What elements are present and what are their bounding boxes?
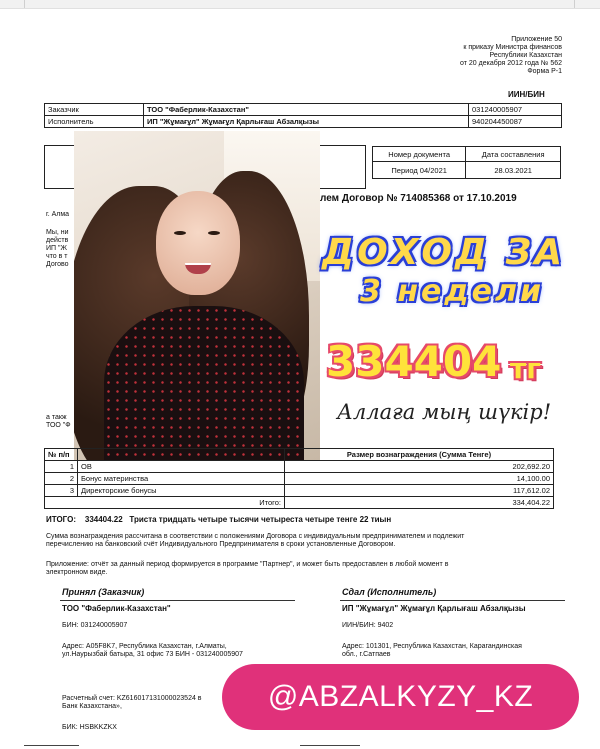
col-header-amount: Размер вознаграждения (Сумма Тенге) <box>285 449 554 461</box>
row-name: Директорские бонусы <box>78 485 285 497</box>
contract-line: лем Договор № 714085368 от 17.10.2019 <box>320 193 517 204</box>
paragraph-line: перечислению на банковский счёт Индивидуального Предпринимателя в сроки установленные Договором. <box>46 541 396 548</box>
row-num: 1 <box>45 461 78 473</box>
total-words-label: ИТОГО: <box>46 515 76 524</box>
table-row <box>45 449 554 461</box>
dress-shape <box>104 306 304 461</box>
executor-label: Исполнитель <box>45 116 144 128</box>
row-name: ОВ <box>78 461 285 473</box>
customer-name: ТОО "Фаберлик-Казахстан" <box>144 104 469 116</box>
body-line: действ <box>46 237 69 244</box>
body-paragraph-2 <box>46 414 71 430</box>
reward-paragraph <box>46 533 561 549</box>
address-line: обл., г.Сатпаев <box>342 651 391 658</box>
customer-bin: 031240005907 <box>469 104 562 116</box>
row-num: 3 <box>45 485 78 497</box>
bottom-rule-left <box>24 745 79 746</box>
body-line: а такж <box>46 414 67 421</box>
col-header-name <box>78 449 285 461</box>
body-line: Догово <box>46 261 69 268</box>
handed-title: Сдал (Исполнитель) <box>342 587 437 597</box>
table-row <box>45 461 554 473</box>
executor-name: ИП "Жұмағұл" Жұмағұл Қарлығаш Абзалқызы <box>144 116 469 128</box>
total-amount: 334,404.22 <box>285 497 554 509</box>
accepted-rule <box>60 600 295 601</box>
city-fragment: г. Алма <box>46 211 70 218</box>
doc-period: Период 04/2021 <box>373 162 466 179</box>
row-amount: 117,612.02 <box>285 485 554 497</box>
address-line: Адрес: A05F8K7, Республика Казахстан, г.Алматы, <box>62 643 227 650</box>
portrait-photo <box>74 131 320 461</box>
appendix-line: Республики Казахстан <box>489 52 562 59</box>
income-currency: тг <box>510 352 541 385</box>
doc-date: 28.03.2021 <box>466 162 561 179</box>
table-row <box>373 147 561 162</box>
table-row <box>45 497 554 509</box>
iin-bin-label: ИИН/БИН <box>508 90 545 99</box>
doc-number-label: Номер документа <box>373 147 466 162</box>
accepted-org: ТОО "Фаберлик-Казахстан" <box>62 604 171 613</box>
col-header-num: № п/п <box>45 449 78 461</box>
doc-info-table <box>372 146 561 179</box>
total-line <box>46 515 391 525</box>
appendix-line: к приказу Министра финансов <box>463 44 562 51</box>
row-amount: 14,100.00 <box>285 473 554 485</box>
row-num: 2 <box>45 473 78 485</box>
bank-line: Банк Казахстана», <box>62 703 122 710</box>
executor-iin: 940204450087 <box>469 116 562 128</box>
paragraph-line: Приложение: отчёт за данный период формируется в программе "Партнер", и может быть предоставлен в любой момент в <box>46 561 449 568</box>
income-title: ДОХОД ЗА <box>322 232 566 273</box>
bank-account <box>62 695 202 711</box>
social-handle-sticker: @ABZALKYZY_KZ <box>222 664 579 730</box>
handed-rule <box>340 600 565 601</box>
row-amount: 202,692.20 <box>285 461 554 473</box>
table-row <box>45 104 562 116</box>
note-paragraph <box>46 561 561 577</box>
face-shape <box>156 191 240 295</box>
bottom-rule-right <box>300 745 360 746</box>
accepted-title: Принял (Заказчик) <box>62 587 145 597</box>
handed-address <box>342 643 522 659</box>
customer-label: Заказчик <box>45 104 144 116</box>
body-line: ИП "Ж <box>46 245 67 252</box>
body-line: что в т <box>46 253 68 260</box>
eye-shape <box>174 231 186 235</box>
smile-shape <box>185 263 211 274</box>
body-line: Мы, ни <box>46 229 69 236</box>
table-row <box>45 473 554 485</box>
accepted-bin: БИН: 031240005907 <box>62 622 128 629</box>
appendix-line: Форма Р-1 <box>527 68 562 75</box>
bik: БИК: HSBKKZKX <box>62 724 117 731</box>
appendix-block <box>460 36 562 76</box>
parties-table <box>44 103 562 128</box>
eye-shape <box>208 231 220 235</box>
table-row <box>373 162 561 179</box>
paragraph-line: электронном виде. <box>46 569 108 576</box>
accepted-address <box>62 643 243 659</box>
account-line: Расчетный счет: KZ616017131000023524 в <box>62 695 202 702</box>
income-amount: 334404 <box>326 337 502 386</box>
handed-iin: ИИН/БИН: 9402 <box>342 622 394 629</box>
total-words-amount: 334404.22 <box>84 515 123 524</box>
paragraph-line: Сумма вознаграждения рассчитана в соответствии с положениями Договора с индивидуальным предпринимателем и подлежит <box>46 533 465 540</box>
body-paragraph-1 <box>46 229 69 269</box>
top-ruler <box>0 0 600 9</box>
body-line: ТОО "Ф <box>46 422 71 429</box>
total-words: Триста тридцать четыре тысячи четыреста четыре тенге 22 тиын <box>129 515 392 524</box>
total-label: Итого: <box>45 497 285 509</box>
appendix-line: Приложение 50 <box>511 36 562 43</box>
doc-date-label: Дата составления <box>466 147 561 162</box>
rewards-table <box>44 448 554 509</box>
gratitude-text: Аллаға мың шүкір! <box>337 400 552 424</box>
handed-org: ИП "Жұмағұл" Жұмағұл Қарлығаш Абзалқызы <box>342 604 526 613</box>
row-name: Бонус материнства <box>78 473 285 485</box>
address-line: ул.Наурызбай батыра, 31 офис 73 БИН - 031240005907 <box>62 651 243 658</box>
table-row <box>45 485 554 497</box>
address-line: Адрес: 101301, Республика Казахстан, Карагандинская <box>342 643 522 650</box>
income-period: 3 недели <box>360 274 544 309</box>
table-row <box>45 116 562 128</box>
appendix-line: от 20 декабря 2012 года № 562 <box>460 60 562 67</box>
